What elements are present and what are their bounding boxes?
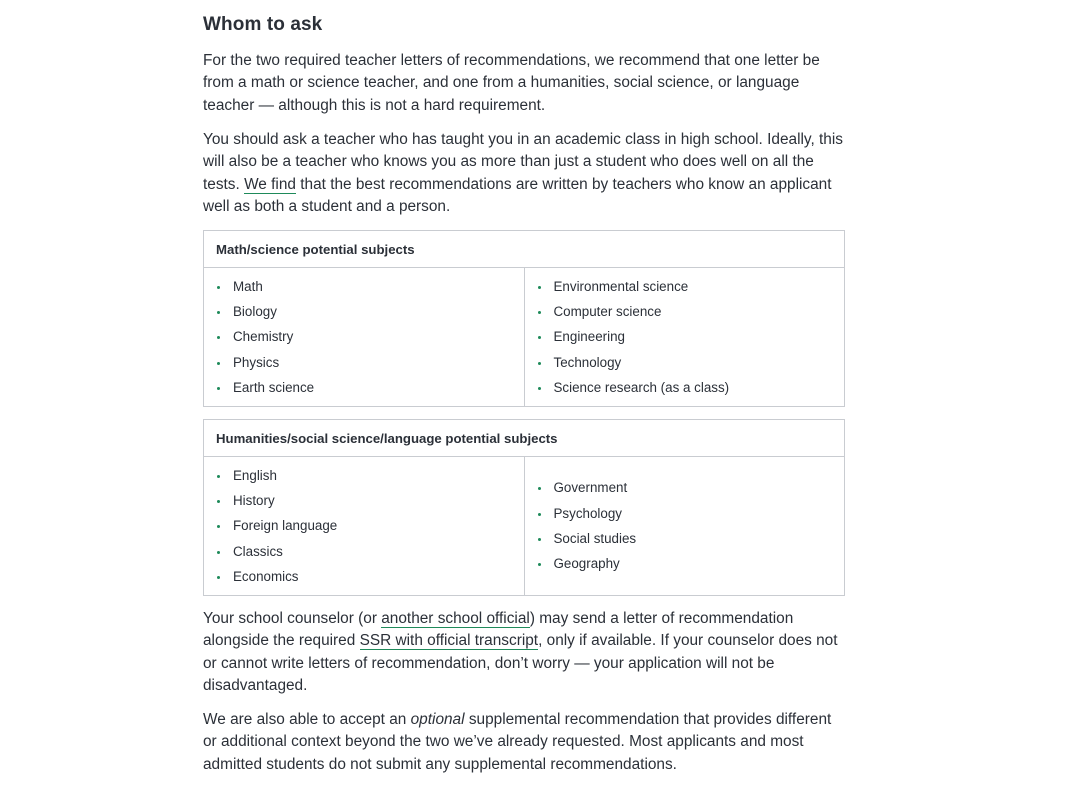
paragraph-text: , only if available. If your counselor does not or cannot write letters of recommendation, don’t worry — your application will not be disadvantaged. — [203, 632, 838, 694]
paragraph-who-to-ask — [203, 129, 845, 218]
table-header: Humanities/social science/language potential subjects — [204, 420, 845, 457]
paragraph-counselor — [203, 608, 845, 697]
section-heading: Whom to ask — [203, 14, 323, 35]
list-item: Chemistry — [216, 324, 524, 349]
subject-list — [525, 274, 845, 400]
list-item: Math — [216, 274, 524, 299]
list-item: Physics — [216, 350, 524, 375]
subject-list — [204, 274, 524, 400]
paragraph-text: We are also able to accept an — [203, 711, 411, 728]
list-item: History — [216, 488, 524, 513]
list-item: Psychology — [537, 501, 845, 526]
table-header: Math/science potential subjects — [204, 231, 845, 268]
we-find-link[interactable]: We find — [244, 175, 296, 193]
emphasis-optional: optional — [410, 711, 465, 728]
list-item: Science research (as a class) — [537, 375, 845, 400]
list-item: Technology — [537, 350, 845, 375]
ssr-official-transcript-link[interactable]: SSR with official transcript — [359, 632, 539, 650]
list-item: Engineering — [537, 324, 845, 349]
paragraph-text: supplemental recommendation that provides different or additional context beyond the two we’ve already requested. Most applicants and most admitted students do not submit any supplemental recommendations. — [203, 711, 832, 773]
paragraph-text: Your school counselor (or — [203, 610, 382, 627]
list-item: Biology — [216, 299, 524, 324]
list-item: Computer science — [537, 299, 845, 324]
subject-list — [525, 475, 845, 576]
list-item: Government — [537, 475, 845, 500]
paragraph-text: ) may send a letter of recommendation alongside the required — [203, 610, 794, 650]
list-item: Geography — [537, 551, 845, 576]
table-column-right — [524, 268, 845, 407]
another-school-official-link[interactable]: another school official — [381, 610, 530, 627]
list-item: Environmental science — [537, 274, 845, 299]
table-column-left — [204, 268, 525, 407]
list-item: Foreign language — [216, 513, 524, 538]
list-item: English — [216, 463, 524, 488]
paragraph-supplemental — [203, 709, 845, 776]
paragraph-teacher-letters: For the two required teacher letters of recommendations, we recommend that one letter be from a math or science teacher, and one from a humanities, social science, or language teacher — although this is not a hard requirement. — [203, 52, 820, 114]
paragraph-text: that the best recommendations are written by teachers who know an applicant well as both a student and a person. — [203, 175, 832, 215]
math-science-subjects-table — [203, 230, 845, 407]
list-item: Earth science — [216, 375, 524, 400]
subject-list — [204, 463, 524, 589]
list-item: Classics — [216, 539, 524, 564]
table-column-right — [524, 457, 845, 596]
table-column-left — [204, 457, 525, 596]
paragraph-text: You should ask a teacher who has taught you in an academic class in high school. Ideally, this will also be a teacher who knows you as more than just a student who does well on all the tests. — [203, 131, 843, 193]
list-item: Social studies — [537, 526, 845, 551]
humanities-subjects-table — [203, 419, 845, 596]
list-item: Economics — [216, 564, 524, 589]
